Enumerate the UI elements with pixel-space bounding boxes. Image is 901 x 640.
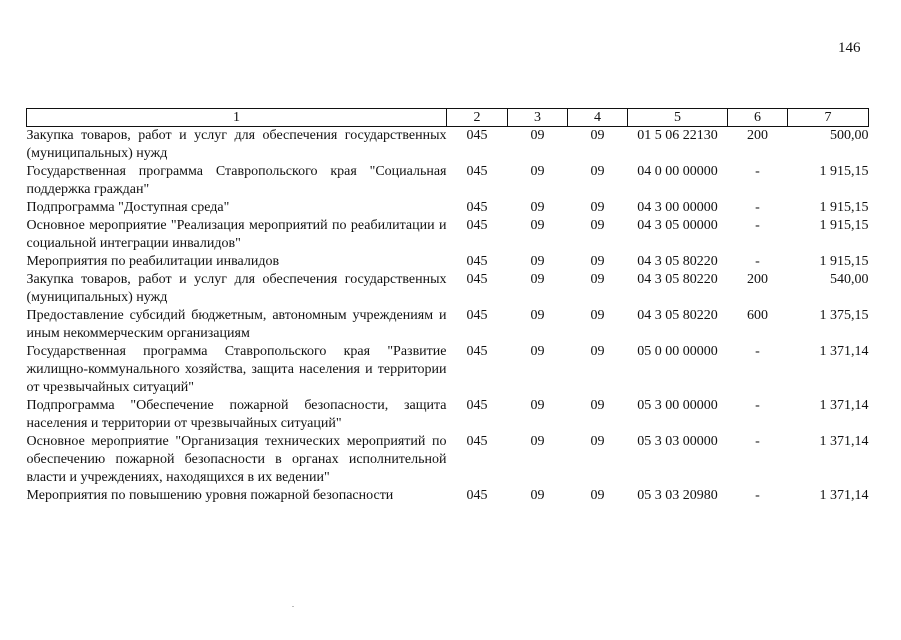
subsection-code-cell: 09 bbox=[590, 272, 605, 287]
expense-type-cell: - bbox=[755, 344, 760, 359]
amount-cell: 500,00 bbox=[830, 128, 869, 143]
item-name-cell: Мероприятия по повышению уровня пожарной безопасности bbox=[26, 488, 394, 503]
amount-cell: 1 375,15 bbox=[819, 308, 869, 323]
subsection-code-cell: 09 bbox=[590, 128, 605, 143]
subsection-code-cell: 09 bbox=[590, 200, 605, 215]
subsection-code-cell: 09 bbox=[590, 308, 605, 323]
table-row bbox=[27, 217, 869, 253]
subsection-code-cell: 09 bbox=[590, 164, 605, 179]
expense-type-cell: 600 bbox=[747, 308, 768, 323]
target-code-cell: 04 3 05 80220 bbox=[637, 254, 718, 269]
section-code-cell: 09 bbox=[530, 272, 545, 287]
section-code-cell: 09 bbox=[530, 488, 545, 503]
target-code-cell: 05 3 03 00000 bbox=[637, 434, 718, 449]
subsection-code-cell: 09 bbox=[590, 254, 605, 269]
budget-table bbox=[26, 108, 869, 505]
ministry-code-cell: 045 bbox=[466, 200, 488, 215]
table-row bbox=[27, 199, 869, 217]
amount-cell: 1 371,14 bbox=[819, 434, 869, 449]
ministry-code-cell: 045 bbox=[466, 128, 488, 143]
expense-type-cell: - bbox=[755, 434, 760, 449]
section-code-cell: 09 bbox=[530, 128, 545, 143]
column-header: 4 bbox=[568, 109, 628, 127]
table-row bbox=[27, 487, 869, 505]
amount-cell: 1 915,15 bbox=[819, 200, 869, 215]
subsection-code-cell: 09 bbox=[590, 434, 605, 449]
table-row bbox=[27, 433, 869, 487]
target-code-cell: 04 3 05 80220 bbox=[637, 272, 718, 287]
column-header: 5 bbox=[628, 109, 728, 127]
item-name-cell: Закупка товаров, работ и услуг для обеспечения государственных (муниципальных) нужд bbox=[26, 128, 447, 161]
amount-cell: 1 915,15 bbox=[819, 254, 869, 269]
ministry-code-cell: 045 bbox=[466, 344, 488, 359]
expense-type-cell: 200 bbox=[747, 272, 768, 287]
subsection-code-cell: 09 bbox=[590, 398, 605, 413]
item-name-cell: Мероприятия по реабилитации инвалидов bbox=[26, 254, 280, 269]
page-number: 146 bbox=[838, 40, 861, 56]
scan-speck bbox=[292, 606, 294, 607]
expense-type-cell: - bbox=[755, 254, 760, 269]
item-name-cell: Подпрограмма "Обеспечение пожарной безопасности, защита населения и территории от чрезвычайных ситуаций" bbox=[26, 398, 447, 431]
table-row bbox=[27, 127, 869, 164]
ministry-code-cell: 045 bbox=[466, 272, 488, 287]
target-code-cell: 05 0 00 00000 bbox=[637, 344, 718, 359]
section-code-cell: 09 bbox=[530, 308, 545, 323]
expense-type-cell: - bbox=[755, 200, 760, 215]
table-row bbox=[27, 307, 869, 343]
target-code-cell: 05 3 03 20980 bbox=[637, 488, 718, 503]
section-code-cell: 09 bbox=[530, 398, 545, 413]
ministry-code-cell: 045 bbox=[466, 308, 488, 323]
table-row bbox=[27, 271, 869, 307]
column-header: 7 bbox=[788, 109, 869, 127]
expense-type-cell: - bbox=[755, 398, 760, 413]
amount-cell: 540,00 bbox=[830, 272, 869, 287]
subsection-code-cell: 09 bbox=[590, 344, 605, 359]
expense-type-cell: - bbox=[755, 164, 760, 179]
column-header: 2 bbox=[447, 109, 508, 127]
ministry-code-cell: 045 bbox=[466, 488, 488, 503]
amount-cell: 1 915,15 bbox=[819, 218, 869, 233]
item-name-cell: Основное мероприятие "Организация технических мероприятий по обеспечению пожарной безопасности в органах исполнительной власти и учреждениях, находящихся в их ведении" bbox=[26, 434, 447, 485]
target-code-cell: 04 3 05 00000 bbox=[637, 218, 718, 233]
expense-type-cell: - bbox=[755, 488, 760, 503]
section-code-cell: 09 bbox=[530, 200, 545, 215]
ministry-code-cell: 045 bbox=[466, 398, 488, 413]
expense-type-cell: - bbox=[755, 218, 760, 233]
subsection-code-cell: 09 bbox=[590, 218, 605, 233]
expense-type-cell: 200 bbox=[747, 128, 768, 143]
target-code-cell: 05 3 00 00000 bbox=[637, 398, 718, 413]
table-row bbox=[27, 253, 869, 271]
amount-cell: 1 915,15 bbox=[819, 164, 869, 179]
column-header: 3 bbox=[508, 109, 568, 127]
header-row bbox=[27, 109, 869, 127]
amount-cell: 1 371,14 bbox=[819, 398, 869, 413]
ministry-code-cell: 045 bbox=[466, 434, 488, 449]
column-header: 1 bbox=[27, 109, 447, 127]
ministry-code-cell: 045 bbox=[466, 218, 488, 233]
ministry-code-cell: 045 bbox=[466, 164, 488, 179]
table-row bbox=[27, 163, 869, 199]
amount-cell: 1 371,14 bbox=[819, 344, 869, 359]
amount-cell: 1 371,14 bbox=[819, 488, 869, 503]
column-header: 6 bbox=[728, 109, 788, 127]
target-code-cell: 04 3 00 00000 bbox=[637, 200, 718, 215]
item-name-cell: Предоставление субсидий бюджетным, автономным учреждениям и иным некоммерческим организациям bbox=[26, 308, 447, 341]
ministry-code-cell: 045 bbox=[466, 254, 488, 269]
item-name-cell: Государственная программа Ставропольского края "Развитие жилищно-коммунального хозяйства, защита населения и территории от чрезвычайных ситуаций" bbox=[26, 344, 447, 395]
item-name-cell: Подпрограмма "Доступная среда" bbox=[26, 200, 230, 215]
section-code-cell: 09 bbox=[530, 434, 545, 449]
item-name-cell: Государственная программа Ставропольского края "Социальная поддержка граждан" bbox=[26, 164, 447, 197]
section-code-cell: 09 bbox=[530, 254, 545, 269]
item-name-cell: Закупка товаров, работ и услуг для обеспечения государственных (муниципальных) нужд bbox=[26, 272, 447, 305]
section-code-cell: 09 bbox=[530, 344, 545, 359]
target-code-cell: 01 5 06 22130 bbox=[637, 128, 718, 143]
table-row bbox=[27, 343, 869, 397]
section-code-cell: 09 bbox=[530, 164, 545, 179]
table-row bbox=[27, 397, 869, 433]
item-name-cell: Основное мероприятие "Реализация мероприятий по реабилитации и социальной интеграции инвалидов" bbox=[26, 218, 447, 251]
target-code-cell: 04 3 05 80220 bbox=[637, 308, 718, 323]
subsection-code-cell: 09 bbox=[590, 488, 605, 503]
section-code-cell: 09 bbox=[530, 218, 545, 233]
target-code-cell: 04 0 00 00000 bbox=[637, 164, 718, 179]
